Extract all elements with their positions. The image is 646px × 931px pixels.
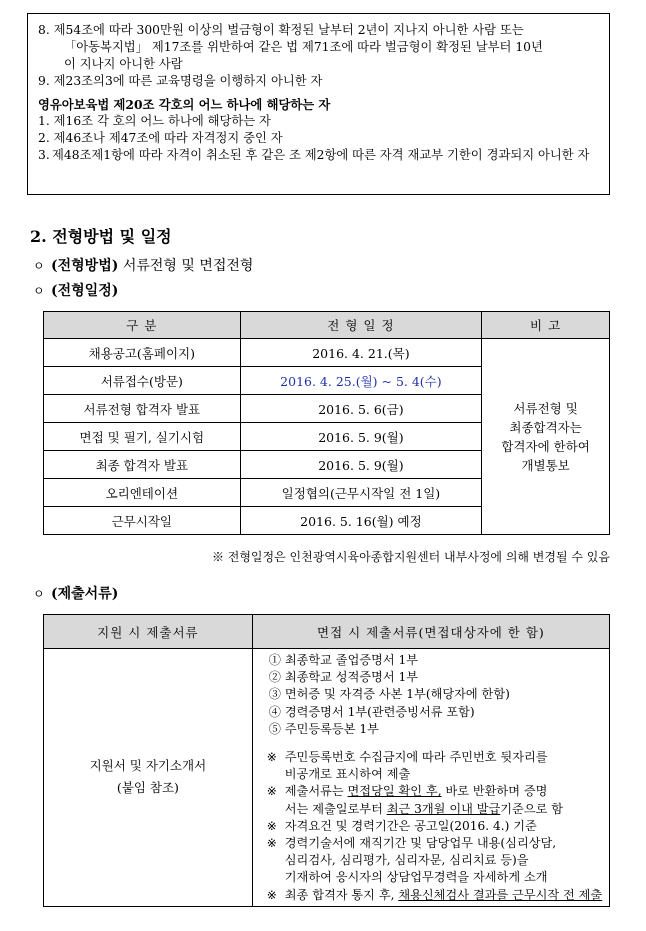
row-date: 2016. 5. 9(월) [240, 451, 482, 479]
row-date: 2016. 4. 21.(목) [240, 339, 482, 367]
row-label: 서류접수(방문) [44, 367, 241, 395]
list-item: ① 최종학교 졸업증명서 1부 [268, 653, 419, 667]
row-date: 2016. 5. 6(금) [240, 395, 482, 423]
row-label: 근무시작일 [44, 507, 241, 535]
item-3: 3. 제48조제1항에 따라 자격이 취소된 후 같은 조 제2항에 따른 자격 재교부 기한이 경과되지 아니한 자 [38, 148, 590, 162]
item-8-line-3: 이 지나지 아니한 사람 [64, 57, 183, 71]
schedule-heading: ㅇ (전형일정) [33, 283, 119, 299]
header-schedule: 전 형 일 정 [240, 312, 482, 339]
schedule-table [43, 311, 610, 535]
documents-table [43, 614, 610, 907]
row-label: 최종 합격자 발표 [44, 451, 241, 479]
note-career-cont-2: 기재하여 응시자의 상담업무경력을 자세하게 소개 [284, 870, 548, 885]
header-apply-docs: 지원 시 제출서류 [44, 615, 253, 649]
list-item: ④ 경력증명서 1부(관련증빙서류 포함) [268, 704, 475, 719]
documents-heading: ㅇ (제출서류) [33, 586, 119, 602]
row-label: 서류전형 합격자 발표 [44, 395, 241, 423]
bullet-icon: ㅇ [33, 284, 45, 298]
item-8-line-2: 「아동복지법」 제17조를 위반하여 같은 법 제71조에 따라 벌금형이 확정된 날부터 10년 [64, 40, 543, 54]
note-resident-number-cont: 비공개로 표시하여 제출 [284, 767, 411, 782]
row-date: 일정협의(근무시작일 전 1일) [240, 479, 482, 507]
eligibility-box [27, 13, 610, 195]
row-date-highlight: 2016. 4. 25.(월) ~ 5. 4(수) [240, 367, 482, 395]
schedule-note: ※ 전형일정은 인천광역시육아종합지원센터 내부사정에 의해 변경될 수 있음 [211, 550, 610, 564]
apply-docs-cell: 지원서 및 자기소개서 (붙임 참조) [44, 649, 253, 907]
note-qualification: ※ 자격요건 및 경력기간은 공고일(2016. 4.) 기준 [266, 818, 537, 833]
section-title: 2. 전형방법 및 일정 [30, 227, 172, 246]
eligibility-heading: 영유아보육법 제20조 각호의 어느 하나에 해당하는 자 [38, 97, 331, 112]
row-label: 오리엔테이션 [44, 479, 241, 507]
item-8-line-1: 8. 제54조에 따라 300만원 이상의 벌금형이 확정된 날부터 2년이 지나지 아니한 사람 또는 [38, 23, 524, 37]
note-career-cont-1: 심리검사, 심리평가, 심리자문, 심리치료 등)을 [284, 853, 529, 868]
table-row [44, 339, 610, 367]
item-9: 9. 제23조의3에 따른 교육명령을 이행하지 아니한 자 [38, 74, 323, 88]
list-item: ③ 면허증 및 자격증 사본 1부(해당자에 한함) [268, 687, 510, 702]
note-resident-number: ※ 주민등록번호 수집금지에 따라 주민번호 뒷자리를 [266, 750, 548, 765]
header-remark: 비 고 [482, 312, 610, 339]
item-2: 2. 제46조나 제47조에 따라 자격정지 중인 자 [38, 131, 283, 145]
list-item: ⑤ 주민등록등본 1부 [268, 721, 379, 736]
item-1: 1. 제16조 각 호의 어느 하나에 해당하는 자 [38, 114, 271, 128]
list-item: ② 최종학교 성적증명서 1부 [268, 670, 419, 685]
note-career: ※ 경력기술서에 재직기간 및 담당업무 내용(심리상담, [266, 836, 557, 851]
row-date: 2016. 5. 16(월) 예정 [240, 507, 482, 535]
row-label: 면접 및 필기, 실기시험 [44, 423, 241, 451]
bullet-icon: ㅇ [33, 587, 45, 601]
row-label: 채용공고(홈페이지) [44, 339, 241, 367]
remark-cell: 서류전형 및 최종합격자는 합격자에 한하여 개별통보 [482, 339, 610, 535]
interview-docs-cell [252, 649, 609, 907]
method-line: ㅇ (전형방법) 서류전형 및 면접전형 [33, 258, 254, 274]
row-date: 2016. 5. 9(월) [240, 423, 482, 451]
note-health-check: ※ 최종 합격자 통지 후, 채용신체검사 결과를 근무시작 전 제출 [266, 887, 603, 902]
note-return: ※ 제출서류는 면접당일 확인 후, 바로 반환하며 증명 [266, 784, 548, 799]
note-return-cont: 서는 제출일로부터 최근 3개월 이내 발급기준으로 함 [284, 801, 564, 816]
bullet-icon: ㅇ [33, 259, 45, 273]
header-category: 구 분 [44, 312, 241, 339]
header-interview-docs: 면접 시 제출서류(면접대상자에 한 함) [252, 615, 609, 649]
